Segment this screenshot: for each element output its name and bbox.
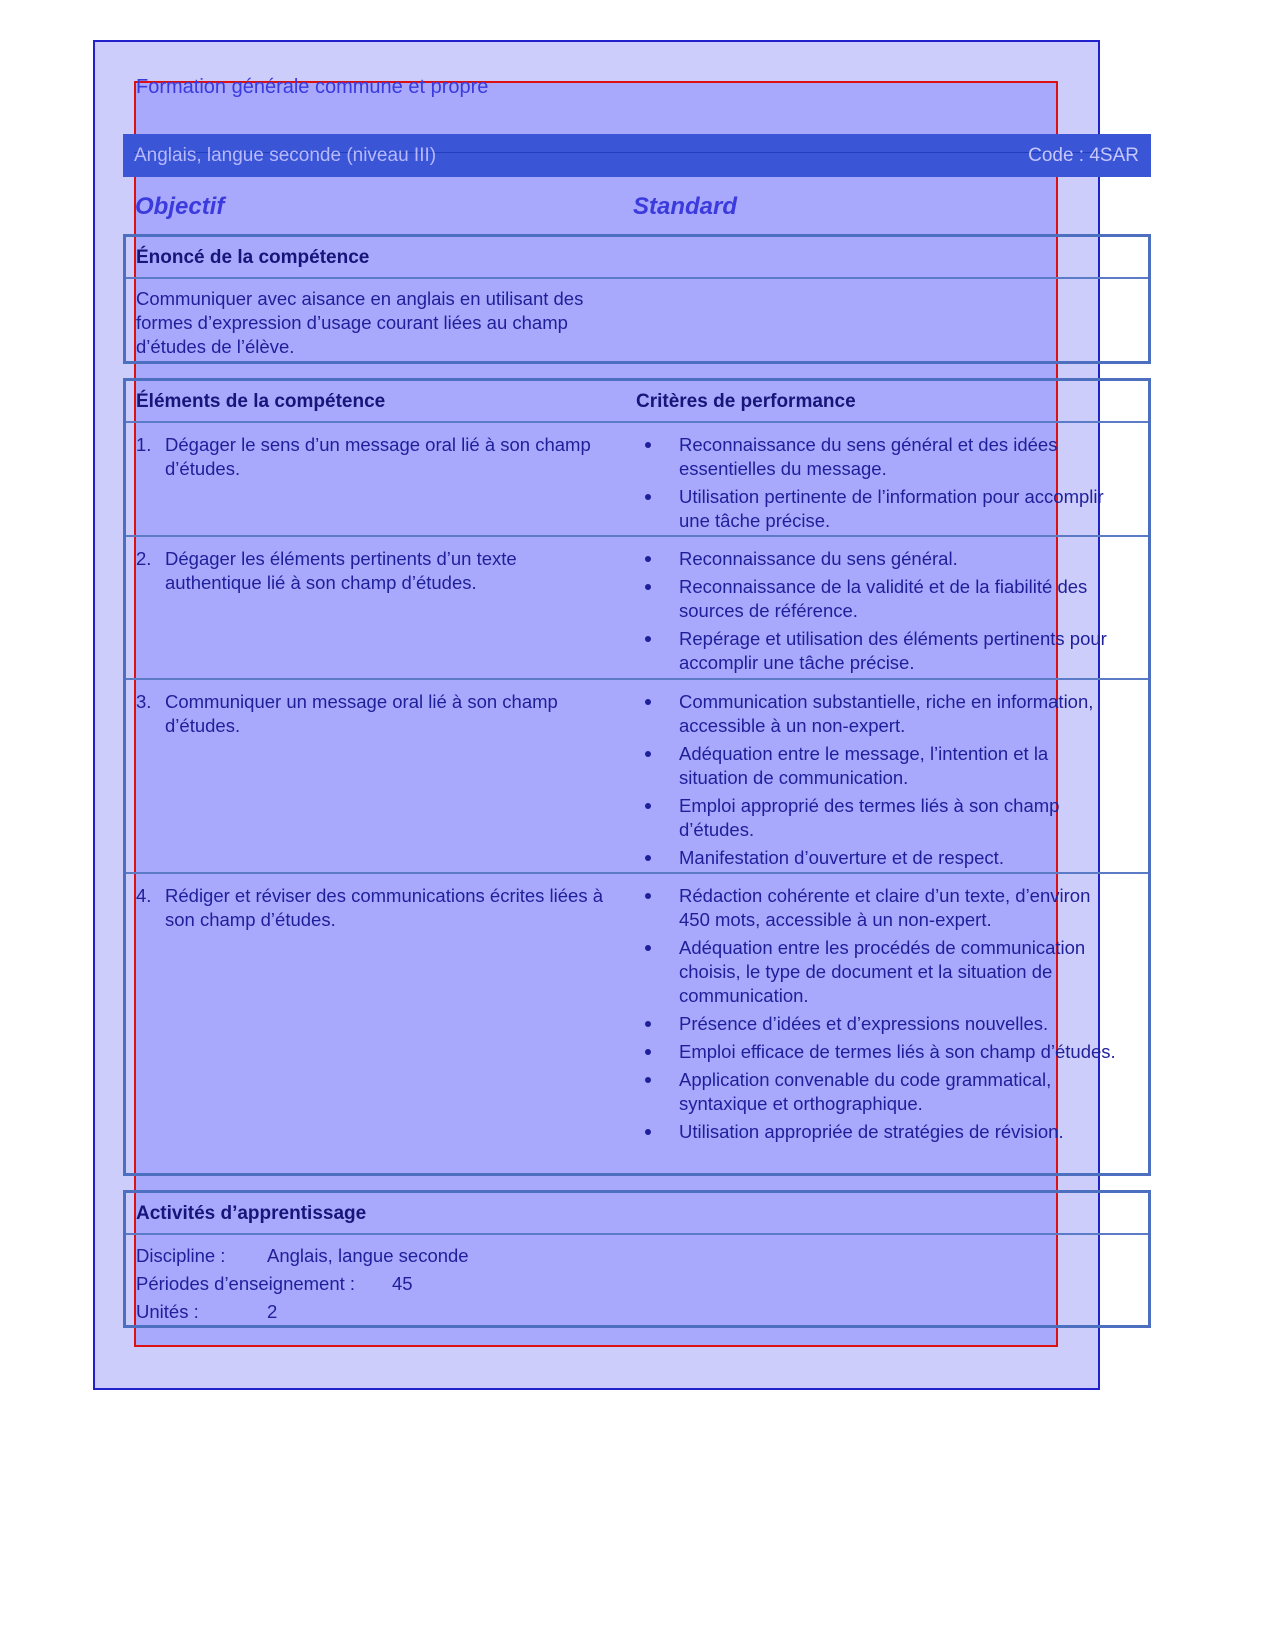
bullet-icon bbox=[645, 1049, 651, 1055]
bullet-icon bbox=[645, 699, 651, 705]
bullet-icon bbox=[645, 494, 651, 500]
bullet-icon bbox=[645, 1129, 651, 1135]
activities-box bbox=[123, 1190, 1151, 1328]
element-row-4 bbox=[126, 874, 1148, 1173]
competence-statement-title: Énoncé de la compétence bbox=[136, 247, 370, 268]
bullet-icon bbox=[645, 584, 651, 590]
criterion-item bbox=[636, 690, 1116, 738]
criteria-list-2 bbox=[636, 547, 1116, 679]
bullet-icon bbox=[645, 751, 651, 757]
criterion-text: Communication substantielle, riche en information, accessible à un non-expert. bbox=[679, 691, 1094, 736]
criterion-item bbox=[636, 433, 1116, 481]
criterion-item bbox=[636, 846, 1116, 870]
criterion-text: Rédaction cohérente et claire d’un texte, d’environ 450 mots, accessible à un non-expert. bbox=[679, 885, 1091, 930]
criterion-item bbox=[636, 884, 1116, 932]
bullet-icon bbox=[645, 1077, 651, 1083]
criterion-text: Application convenable du code grammatical, syntaxique et orthographique. bbox=[679, 1069, 1052, 1114]
criterion-item bbox=[636, 1120, 1116, 1144]
element-row-1 bbox=[126, 423, 1148, 537]
discipline-line bbox=[136, 1245, 469, 1267]
element-number: 1. bbox=[136, 434, 152, 455]
element-row-2 bbox=[126, 537, 1148, 680]
discipline-label: Discipline : bbox=[136, 1245, 226, 1266]
bullet-icon bbox=[645, 636, 651, 642]
element-number: 2. bbox=[136, 548, 152, 569]
course-name: Anglais, langue seconde (niveau III) bbox=[134, 145, 437, 166]
units-label: Unités : bbox=[136, 1301, 199, 1322]
criterion-text: Reconnaissance de la validité et de la fiabilité des sources de référence. bbox=[679, 576, 1088, 621]
criterion-text: Adéquation entre les procédés de communication choisis, le type de document et la situation de communication. bbox=[679, 937, 1086, 1006]
standard-heading: Standard bbox=[633, 193, 738, 220]
element-text: Rédiger et réviser des communications écrites liées à son champ d’études. bbox=[165, 885, 604, 930]
criterion-text: Emploi approprié des termes liés à son champ d’études. bbox=[679, 795, 1060, 840]
periods-label: Périodes d’enseignement : bbox=[136, 1273, 356, 1294]
activities-title: Activités d’apprentissage bbox=[136, 1203, 367, 1224]
criterion-text: Reconnaissance du sens général et des idées essentielles du message. bbox=[679, 434, 1058, 479]
bullet-icon bbox=[645, 803, 651, 809]
competence-statement-header bbox=[126, 237, 1148, 279]
periods-value: 45 bbox=[392, 1273, 413, 1294]
criterion-text: Adéquation entre le message, l’intention et la situation de communication. bbox=[679, 743, 1049, 788]
activities-header bbox=[126, 1193, 1148, 1235]
criterion-text: Utilisation pertinente de l’information pour accomplir une tâche précise. bbox=[679, 486, 1104, 531]
element-number: 3. bbox=[136, 691, 152, 712]
element-row-3 bbox=[126, 680, 1148, 874]
discipline-value: Anglais, langue seconde bbox=[267, 1245, 469, 1266]
element-number: 4. bbox=[136, 885, 152, 906]
bullet-icon bbox=[645, 556, 651, 562]
units-value: 2 bbox=[267, 1301, 278, 1322]
criterion-item bbox=[636, 547, 1116, 571]
competence-statement-text: Communiquer avec aisance en anglais en utilisant des formes d’expression d’usage courant liées au champ d’études de l’élève. bbox=[136, 288, 584, 357]
bullet-icon bbox=[645, 893, 651, 899]
elements-criteria-box bbox=[123, 378, 1151, 1176]
element-text: Communiquer un message oral lié à son champ d’études. bbox=[165, 691, 558, 736]
criterion-item bbox=[636, 627, 1116, 675]
elements-header: Éléments de la compétence bbox=[136, 391, 386, 412]
criterion-text: Repérage et utilisation des éléments pertinents pour accomplir une tâche précise. bbox=[679, 628, 1107, 673]
criterion-item bbox=[636, 1068, 1116, 1116]
criterion-text: Emploi efficace de termes liés à son champ d’études. bbox=[679, 1041, 1116, 1062]
criterion-item bbox=[636, 1012, 1116, 1036]
bullet-icon bbox=[645, 442, 651, 448]
criterion-text: Reconnaissance du sens général. bbox=[679, 548, 958, 569]
criterion-item bbox=[636, 1040, 1116, 1064]
competence-statement-box bbox=[123, 234, 1151, 364]
section-title: Formation générale commune et propre bbox=[136, 76, 489, 98]
criteria-list-4 bbox=[636, 884, 1116, 1148]
element-text: Dégager les éléments pertinents d’un texte authentique lié à son champ d’études. bbox=[165, 548, 517, 593]
periods-line bbox=[136, 1273, 413, 1295]
criterion-item bbox=[636, 742, 1116, 790]
objective-heading: Objectif bbox=[135, 193, 225, 220]
criterion-item bbox=[636, 794, 1116, 842]
criterion-text: Manifestation d’ouverture et de respect. bbox=[679, 847, 1004, 868]
bullet-icon bbox=[645, 945, 651, 951]
criterion-text: Utilisation appropriée de stratégies de révision. bbox=[679, 1121, 1064, 1142]
elements-criteria-header bbox=[126, 381, 1148, 423]
bullet-icon bbox=[645, 1021, 651, 1027]
criterion-text: Présence d’idées et d’expressions nouvelles. bbox=[679, 1013, 1049, 1034]
element-text: Dégager le sens d’un message oral lié à son champ d’études. bbox=[165, 434, 591, 479]
criterion-item bbox=[636, 485, 1116, 533]
criterion-item bbox=[636, 575, 1116, 623]
course-code: Code : 4SAR bbox=[1028, 145, 1139, 166]
units-line bbox=[136, 1301, 278, 1323]
criteria-list-3 bbox=[636, 690, 1116, 874]
course-bar bbox=[123, 134, 1151, 177]
criteria-list-1 bbox=[636, 433, 1116, 537]
criterion-item bbox=[636, 936, 1116, 1008]
bullet-icon bbox=[645, 855, 651, 861]
criteria-header: Critères de performance bbox=[636, 391, 856, 412]
